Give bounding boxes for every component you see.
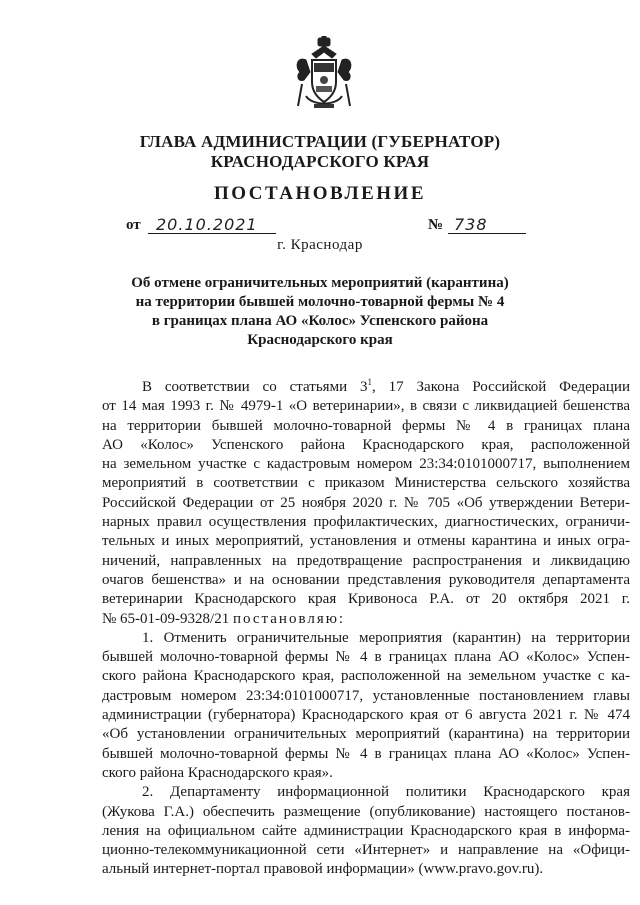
text-line (102, 378, 630, 397)
date-value: 20.10.2021 (148, 215, 276, 234)
text-line: мероприятий в соответствии с приказом Министерства сельского хозяйства (102, 475, 630, 492)
article-superscript: 1 (367, 378, 372, 387)
title-line: в границах плана АО «Колос» Успенского района (151, 313, 489, 329)
date-label: от (126, 217, 141, 233)
paragraph-preamble (102, 378, 630, 629)
text-line: администрации (губернатора) Краснодарского края от 6 августа 2021 г. № 474 (102, 707, 630, 724)
city: г. Краснодар (277, 237, 363, 253)
number-label: № (428, 217, 444, 233)
document-type: ПОСТАНОВЛЕНИЕ (213, 183, 427, 204)
text-line: ления на официальном сайте администрации Краснодарского края в информа- (102, 822, 630, 839)
preamble-cont: , 17 Закона Российской Федерации (372, 379, 630, 395)
text-line: тельных и иных мероприятий, установления и отмены карантина и иных огра- (102, 533, 630, 550)
text-line: дастровым номером 23:34:0101000717, установленные постановлением главы (102, 687, 630, 704)
authority-title-line1: ГЛАВА АДМИНИСТРАЦИИ (ГУБЕРНАТОР) (139, 132, 501, 151)
text-line: бывшей молочно-товарной фермы № 4 в границах плана АО «Колос» Успен- (102, 649, 630, 666)
text-line: Российской Федерации от 25 ноября 2020 г. № 705 «Об утверждении Ветери- (102, 494, 630, 511)
preamble-start: В соответствии со статьями 3 (142, 379, 368, 395)
text-line: ничений, направленных на предотвращение распространения и ликвидацию (102, 552, 630, 569)
paragraph-item-2 (102, 783, 630, 879)
decree-word: постановляю: (232, 610, 346, 627)
text-line: «Об установлении ограничительных мероприятий (карантина) на территории (102, 726, 630, 743)
text-line: ветеринарии Краснодарского края Кривоноса Р.А. от 20 октября 2021 г. (102, 591, 630, 608)
text-line: от 14 мая 1993 г. № 4979-1 «О ветеринарии», в связи с ликвидацией бешенства (102, 398, 630, 415)
text-line: нарных правил осуществления профилактических, диагностических, ограничи- (102, 514, 630, 531)
document-title (0, 274, 640, 350)
text-line: на земельном участке с кадастровым номером 23:34:0101000717, выполнением (102, 456, 630, 473)
text-line: (Жукова Г.А.) обеспечить размещение (опубликование) настоящего постанов- (102, 803, 630, 820)
text-line: 1. Отменить ограничительные мероприятия (карантин) на территории (142, 629, 630, 646)
text-line: ского района Краснодарского края». (102, 764, 333, 781)
title-line: на территории бывшей молочно-товарной фермы № 4 (135, 294, 505, 310)
text-line: АО «Колос» Успенского района Краснодарского края, расположенной (102, 436, 630, 453)
number-value: 738 (448, 215, 526, 234)
authority-title-line2: КРАСНОДАРСКОГО КРАЯ (210, 152, 430, 171)
text-line: альный интернет-портал правовой информации» (www.pravo.gov.ru). (102, 861, 544, 878)
title-line: Краснодарского края (247, 332, 393, 348)
date-number-row (0, 215, 640, 239)
title-line: Об отмене ограничительных мероприятий (карантина) (131, 275, 509, 291)
text-line: бывшей молочно-товарной фермы № 4 в границах плана АО «Колос» Успен- (102, 745, 630, 762)
text-line: на территории бывшей молочно-товарной фермы № 4 в границах плана (102, 417, 630, 434)
paragraph-item-1 (102, 629, 630, 783)
text-line: очагов бешенства» и на основании представления руководителя департамента (102, 571, 630, 588)
document-body (102, 378, 630, 880)
coat-of-arms-emblem (292, 36, 356, 112)
text-line: ционно-телекоммуникационной сети «Интернет» и направление на «Офици- (102, 842, 630, 859)
reference-number: № 65-01-09-9328/21 (102, 610, 230, 627)
text-line: 2. Департаменту информационной политики Краснодарского края (142, 784, 630, 801)
text-line: ского района Краснодарского края, расположенной на земельном участке с ка- (102, 668, 630, 685)
text-line (102, 610, 630, 629)
